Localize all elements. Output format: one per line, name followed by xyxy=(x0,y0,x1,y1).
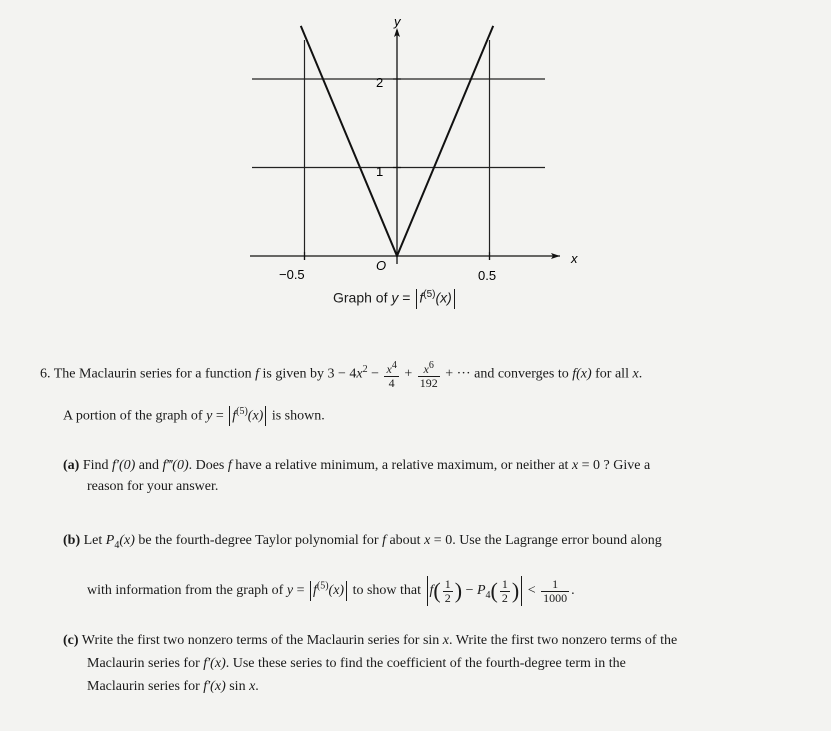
caption-eq: = xyxy=(398,289,415,306)
y-tick-2: 2 xyxy=(376,75,384,90)
part-a-line-1 xyxy=(63,458,650,474)
problem-number: 6. xyxy=(40,366,51,382)
problem-text: A portion of the graph of xyxy=(63,408,207,424)
caption-arg: (x) xyxy=(435,289,452,306)
fraction-one-half xyxy=(500,578,510,605)
caption-sup: (5) xyxy=(423,289,436,301)
part-c-text: . Use these series to find the coefficient of the fourth-degree term in the xyxy=(225,656,626,671)
denominator: 192 xyxy=(419,376,438,390)
expr-ftripleprime0: f‴(0) xyxy=(162,458,189,473)
fraction-one-thousandth xyxy=(541,578,569,605)
abs-bar-right xyxy=(521,576,522,606)
numerator: 1 xyxy=(444,576,451,591)
origin-label: O xyxy=(376,258,387,273)
part-a-text: reason for your answer. xyxy=(87,479,219,494)
var-f: f xyxy=(312,583,317,599)
y-tick-1: 1 xyxy=(376,164,384,179)
var-f: f xyxy=(255,366,260,382)
superscript: (5) xyxy=(236,406,248,417)
exponent: 4 xyxy=(391,360,397,371)
caption-f: f xyxy=(419,289,424,306)
part-a-line-2 xyxy=(87,479,218,495)
var-x: x xyxy=(249,679,256,694)
abs-bar-right xyxy=(265,406,266,426)
problem-text: is given by 3 − 4 xyxy=(259,366,357,382)
y-axis-label: y xyxy=(394,14,401,29)
part-c-line-3 xyxy=(87,679,259,695)
part-c-line-1 xyxy=(63,633,677,649)
part-b-text: Let xyxy=(80,533,106,548)
var-x: x xyxy=(423,362,429,376)
exponent: 2 xyxy=(362,364,368,376)
paren-open: ( xyxy=(433,578,441,603)
part-b-text: be the fourth-degree Taylor polynomial for xyxy=(134,533,383,548)
caption-y: y xyxy=(391,289,399,306)
var-x: x xyxy=(632,366,639,382)
part-b-line-2 xyxy=(87,576,575,606)
denominator: 2 xyxy=(501,590,508,605)
numerator: 1 xyxy=(501,576,508,591)
part-a-text: Find xyxy=(79,458,113,473)
x-axis-label: x xyxy=(571,251,578,266)
graph-portion-line xyxy=(63,406,325,426)
part-c-text: Maclaurin series for xyxy=(87,679,204,694)
abs-bar-left xyxy=(310,581,311,601)
operator: + xyxy=(400,366,416,382)
fraction-x6-over-192 xyxy=(418,359,440,390)
var-x: x xyxy=(424,533,431,548)
punctuation: . xyxy=(638,366,643,382)
fraction-one-half xyxy=(443,578,453,605)
part-c-text: sin xyxy=(225,679,250,694)
var-x: x xyxy=(356,366,363,382)
part-a-text: . Does xyxy=(188,458,228,473)
var-x: x xyxy=(386,362,392,376)
part-b-text: about xyxy=(385,533,425,548)
var-P: P xyxy=(476,583,486,599)
operator: = xyxy=(212,408,228,424)
var-y: y xyxy=(206,408,213,424)
problem-text: + ··· and converges to xyxy=(441,366,573,382)
var-P: P xyxy=(105,533,115,548)
expr-fprime-x: f′(x) xyxy=(203,656,226,671)
part-a-text: and xyxy=(135,458,163,473)
problem-text: is shown. xyxy=(268,408,325,424)
abs-bar-left xyxy=(427,576,428,606)
expr-arg: (x) xyxy=(119,533,135,548)
operator: − xyxy=(462,583,477,599)
problem-text: for all xyxy=(591,366,633,382)
part-b-text: to show that xyxy=(349,583,425,599)
punctuation: . xyxy=(571,583,575,599)
var-x: x xyxy=(442,633,450,648)
denominator: 2 xyxy=(444,590,451,605)
caption-prefix: Graph of xyxy=(333,289,392,306)
part-a-text: have a relative minimum, a relative maximum, or neither at xyxy=(231,458,572,473)
fraction-x4-over-4 xyxy=(384,359,398,390)
part-a-label: (a) xyxy=(63,458,80,473)
expr-fprime0: f′(0) xyxy=(112,458,136,473)
x-tick-positive: 0.5 xyxy=(478,268,497,283)
expr-fprime-x: f′(x) xyxy=(203,679,226,694)
paren-close: ) xyxy=(454,578,463,603)
paren-close: ) xyxy=(511,578,520,603)
var-y: y xyxy=(286,583,294,599)
denominator: 1000 xyxy=(543,590,568,605)
problem-text: The Maclaurin series for a function xyxy=(53,366,256,382)
expr-arg: (x) xyxy=(328,583,345,599)
problem-statement xyxy=(40,359,642,390)
abs-bar-left xyxy=(229,406,230,426)
graph-caption xyxy=(333,289,457,309)
subscript: 4 xyxy=(485,590,491,602)
operator: − xyxy=(367,366,383,382)
operator: = xyxy=(293,583,308,599)
var-f: f xyxy=(227,458,232,473)
graph-figure xyxy=(0,0,831,330)
part-c-text: . Write the first two nonzero terms of the xyxy=(449,633,678,648)
numerator: 1 xyxy=(541,578,569,592)
part-b-label: (b) xyxy=(63,533,81,548)
var-f: f xyxy=(429,583,434,599)
part-b-text: with information from the graph of xyxy=(87,583,287,599)
expr-arg: (x) xyxy=(247,408,264,424)
grid-lines xyxy=(252,40,545,260)
part-c-text: Maclaurin series for xyxy=(87,656,204,671)
part-c-label: (c) xyxy=(63,633,79,648)
part-c-text: Write the first two nonzero terms of the Maclaurin series for sin xyxy=(78,633,443,648)
part-a-text: = 0 ? Give a xyxy=(578,458,651,473)
abs-bar-right xyxy=(454,289,455,309)
exponent: 6 xyxy=(428,360,434,371)
part-b-text: = 0. Use the Lagrange error bound along xyxy=(430,533,662,548)
operator: < xyxy=(524,583,540,599)
paren-open: ( xyxy=(490,578,498,603)
superscript: (5) xyxy=(316,580,329,592)
var-f: f xyxy=(382,533,386,548)
punctuation: . xyxy=(255,679,259,694)
var-f: f xyxy=(232,408,237,424)
abs-bar-left xyxy=(416,289,417,309)
expr-fx: f(x) xyxy=(572,366,592,382)
part-c-line-2 xyxy=(87,656,626,672)
denominator: 4 xyxy=(388,376,395,390)
abs-bar-right xyxy=(346,581,347,601)
part-b-line-1 xyxy=(63,533,662,551)
var-x: x xyxy=(571,458,579,473)
axes xyxy=(250,28,560,264)
x-tick-negative: −0.5 xyxy=(279,267,305,282)
subscript: 4 xyxy=(114,539,120,551)
